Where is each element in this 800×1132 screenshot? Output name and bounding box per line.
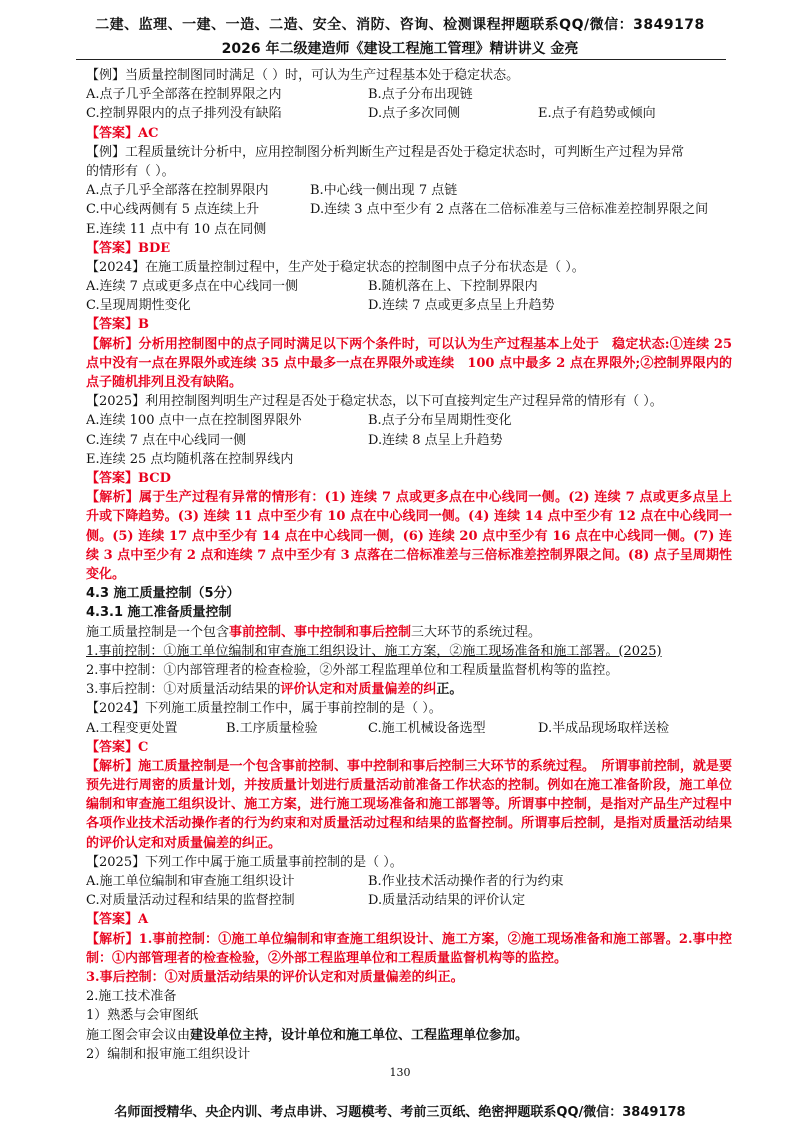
q2-option-e: E.连续 11 点中有 10 点在同侧 [86,221,267,237]
header-divider [76,59,726,60]
q1-option-b: B.点子分布出现链 [368,87,473,103]
q4-option-c: C.连续 7 点在中心线同一侧 [86,432,247,448]
q3-option-c: C.呈现周期性变化 [86,298,191,314]
q1-options-row2 [86,104,732,123]
section-intro [86,623,732,642]
construction-org-design-item: 2）编制和报审施工组织设计 [86,1046,251,1062]
post-control-text: 3.事后控制：①对质量活动结果的 [86,682,281,698]
q2-answer: 【答案】BDE [86,240,171,256]
q3-options-row2 [86,296,732,315]
q6-stem: 【2025】下列工作中属于施工质量事前控制的是（ ）。 [86,854,403,870]
in-process-control-point: 2.事中控制：①内部管理者的检查检验，②外部工程监理单位和工程质量监督机构等的监控。 [86,662,619,678]
q2-option-a: A.点子几乎全部落在控制界限内 [86,183,269,199]
q4-option-d: D.连续 8 点呈上升趋势 [368,432,503,448]
q2-stem-line2: 的情形有（ ）。 [86,163,175,179]
q6-option-b: B.作业技术活动操作者的行为约束 [368,874,564,890]
q2-stem-line1: 【例】工程质量统计分析中，应用控制图分析判断生产过程是否处于稳定状态时，可判断生产过程为异常 [86,144,685,160]
post-control-point [86,680,732,699]
section-intro-highlight: 事前控制、事中控制和事后控制 [229,624,412,640]
q5-options-row [86,719,732,738]
drawings-review-pre: 施工图会审会议由 [86,1027,191,1043]
q3-option-b: B.随机落在上、下控制界限内 [368,279,538,295]
q4-option-a: A.连续 100 点中一点在控制图界限外 [86,413,302,429]
q4-stem: 【2025】利用控制图判明生产过程是否处于稳定状态，以下可直接判定生产过程异常的情形有（ ）。 [86,394,663,410]
q2-option-d: D.连续 3 点中至少有 2 点落在二倍标准差与三倍标准差控制界限之间 [310,202,709,218]
section-title: 4.3 施工质量控制（5分） [86,586,240,602]
q1-option-d: D.点子多次同侧 [368,106,461,122]
q5-answer: 【答案】C [86,739,149,755]
q1-answer: 【答案】AC [86,125,159,141]
q4-answer: 【答案】BCD [86,470,171,486]
q6-options-row2 [86,891,732,910]
q1-stem: 【例】当质量控制图同时满足（ ）时，可认为生产过程基本处于稳定状态。 [86,68,520,83]
q3-stem: 【2024】在施工质量控制过程中，生产处于稳定状态的控制图中点子分布状态是（ ）。 [86,259,585,275]
q3-option-a: A.连续 7 点或更多点在中心线同一侧 [86,279,299,295]
q2-options-row1 [86,181,732,200]
post-control-tail: 正。 [436,682,463,698]
section-intro-tail: 三大环节的系统过程。 [411,624,542,640]
q2-option-b: B.中心线一侧出现 7 点链 [310,183,458,199]
q3-answer: 【答案】B [86,317,149,333]
drawings-review-highlight: 建设单位主持，设计单位和施工单位、工程监理单位参加。 [190,1027,529,1043]
document-title: 2026 年二级建造师《建设工程施工管理》精讲讲义 金亮 [221,41,579,57]
q5-analysis: 【解析】施工质量控制是一个包含事前控制、事中控制和事后控制三大环节的系统过程。 所谓事前控制，就是要预先进行周密的质量计划，并按质量计划进行质量活动前准备工作状态的控制。例如在施工准备阶段，施工单位编制和审查施工组织设计、施工方案，进行施工现场准备和施工部署等。所谓事中控制，是指对产品生产过程中各项作业技术活动操作者的行为约束和对质量活动过程和结果的监督控制。所谓事后控制，是指对质量活动结果的评价认定和对质量偏差的纠正。 [86,758,732,851]
q6-option-a: A.施工单位编制和审查施工组织设计 [86,874,295,890]
post-control-highlight: 评价认定和对质量偏差的纠 [280,682,437,698]
q4-analysis: 【解析】属于生产过程有异常的情形有：(1) 连续 7 点或更多点在中心线同一侧。(2) 连续 7 点或更多点呈上升或下降趋势。(3) 连续 11 点中至少有 10 点在中心线同一侧。(4) 连续 14 点中至少有 12 点在中心线同一侧。(5) 连续 17 点中至少有 14 点在中心线同一侧，(6) 连续 20 点中至少有 16 点在中心线同一侧。(7) 连续 3 点中至少有 2 点和连续 7 点中至少有 3 点落在二倍标准差与三倍标准差控制界限之间。(8) 点子呈周期性变化。 [86,490,732,582]
q5-option-b: B.工序质量检验 [226,720,318,736]
q6-analysis: 【解析】1.事前控制：①施工单位编制和审查施工组织设计、施工方案，②施工现场准备和施工部署。2.事中控制：①内部管理者的检查检验，②外部工程监理单位和工程质量监督机构等的监控。 [86,931,732,966]
q1-option-e: E.点子有趋势或倾向 [538,106,656,122]
section-intro-text: 施工质量控制是一个包含 [86,624,230,640]
q4-option-b: B.点子分布呈周期性变化 [368,413,512,429]
q3-analysis: 【解析】分析用控制图中的点子同时满足以下两个条件时，可以认为生产过程基本上处于 稳定状态:①连续 25 点中没有一点在界限外或连续 35 点中最多一点在界限外或连续 100 点中最多 2 点在界限外;②控制界限内的点子随机排列且没有缺陷。 [86,336,732,391]
q5-stem: 【2024】下列施工质量控制工作中，属于事前控制的是（ ）。 [86,701,442,717]
q4-option-e: E.连续 25 点均随机落在控制界线内 [86,451,294,467]
subsection-title: 4.3.1 施工准备质量控制 [86,605,232,621]
q1-option-a: A.点子几乎全部落在控制界限之内 [86,87,282,103]
q3-options-row1 [86,277,732,296]
header-contact-line: 二建、监理、一建、一造、二造、安全、消防、咨询、检测课程押题联系QQ/微信：3849178 [95,17,705,33]
tech-prep-heading: 2.施工技术准备 [86,989,177,1005]
q6-option-c: C.对质量活动过程和结果的监督控制 [86,893,295,909]
q4-options-row2 [86,431,732,450]
page-number: 130 [389,1066,411,1079]
q3-option-d: D.连续 7 点或更多点呈上升趋势 [368,298,555,314]
drawings-review-text [86,1026,732,1045]
q6-analysis-post: 3.事后控制：①对质量活动结果的评价认定和对质量偏差的纠正。 [86,970,464,986]
q2-options-row2 [86,200,732,219]
pre-control-point: 1.事前控制：①施工单位编制和审查施工组织设计、施工方案，②施工现场准备和施工部署。(2025) [86,643,662,659]
q4-options-row1 [86,411,732,430]
page-content [86,66,732,1064]
q6-options-row1 [86,872,732,891]
q5-option-d: D.半成品现场取样送检 [538,720,670,736]
q6-option-d: D.质量活动结果的评价认定 [368,893,526,909]
q6-answer: 【答案】A [86,912,149,928]
q1-option-c: C.控制界限内的点子排列没有缺陷 [86,106,282,122]
q1-options-row1 [86,85,732,104]
footer-contact-line: 名师面授精华、央企内训、考点串讲、习题模考、考前三页纸、绝密押题联系QQ/微信：3849178 [114,1105,686,1120]
drawings-review-item: 1）熟悉与会审图纸 [86,1008,199,1024]
q2-option-c: C.中心线两侧有 5 点连续上升 [86,202,260,218]
q5-option-c: C.施工机械设备选型 [368,720,486,736]
q5-option-a: A.工程变更处置 [86,720,178,736]
